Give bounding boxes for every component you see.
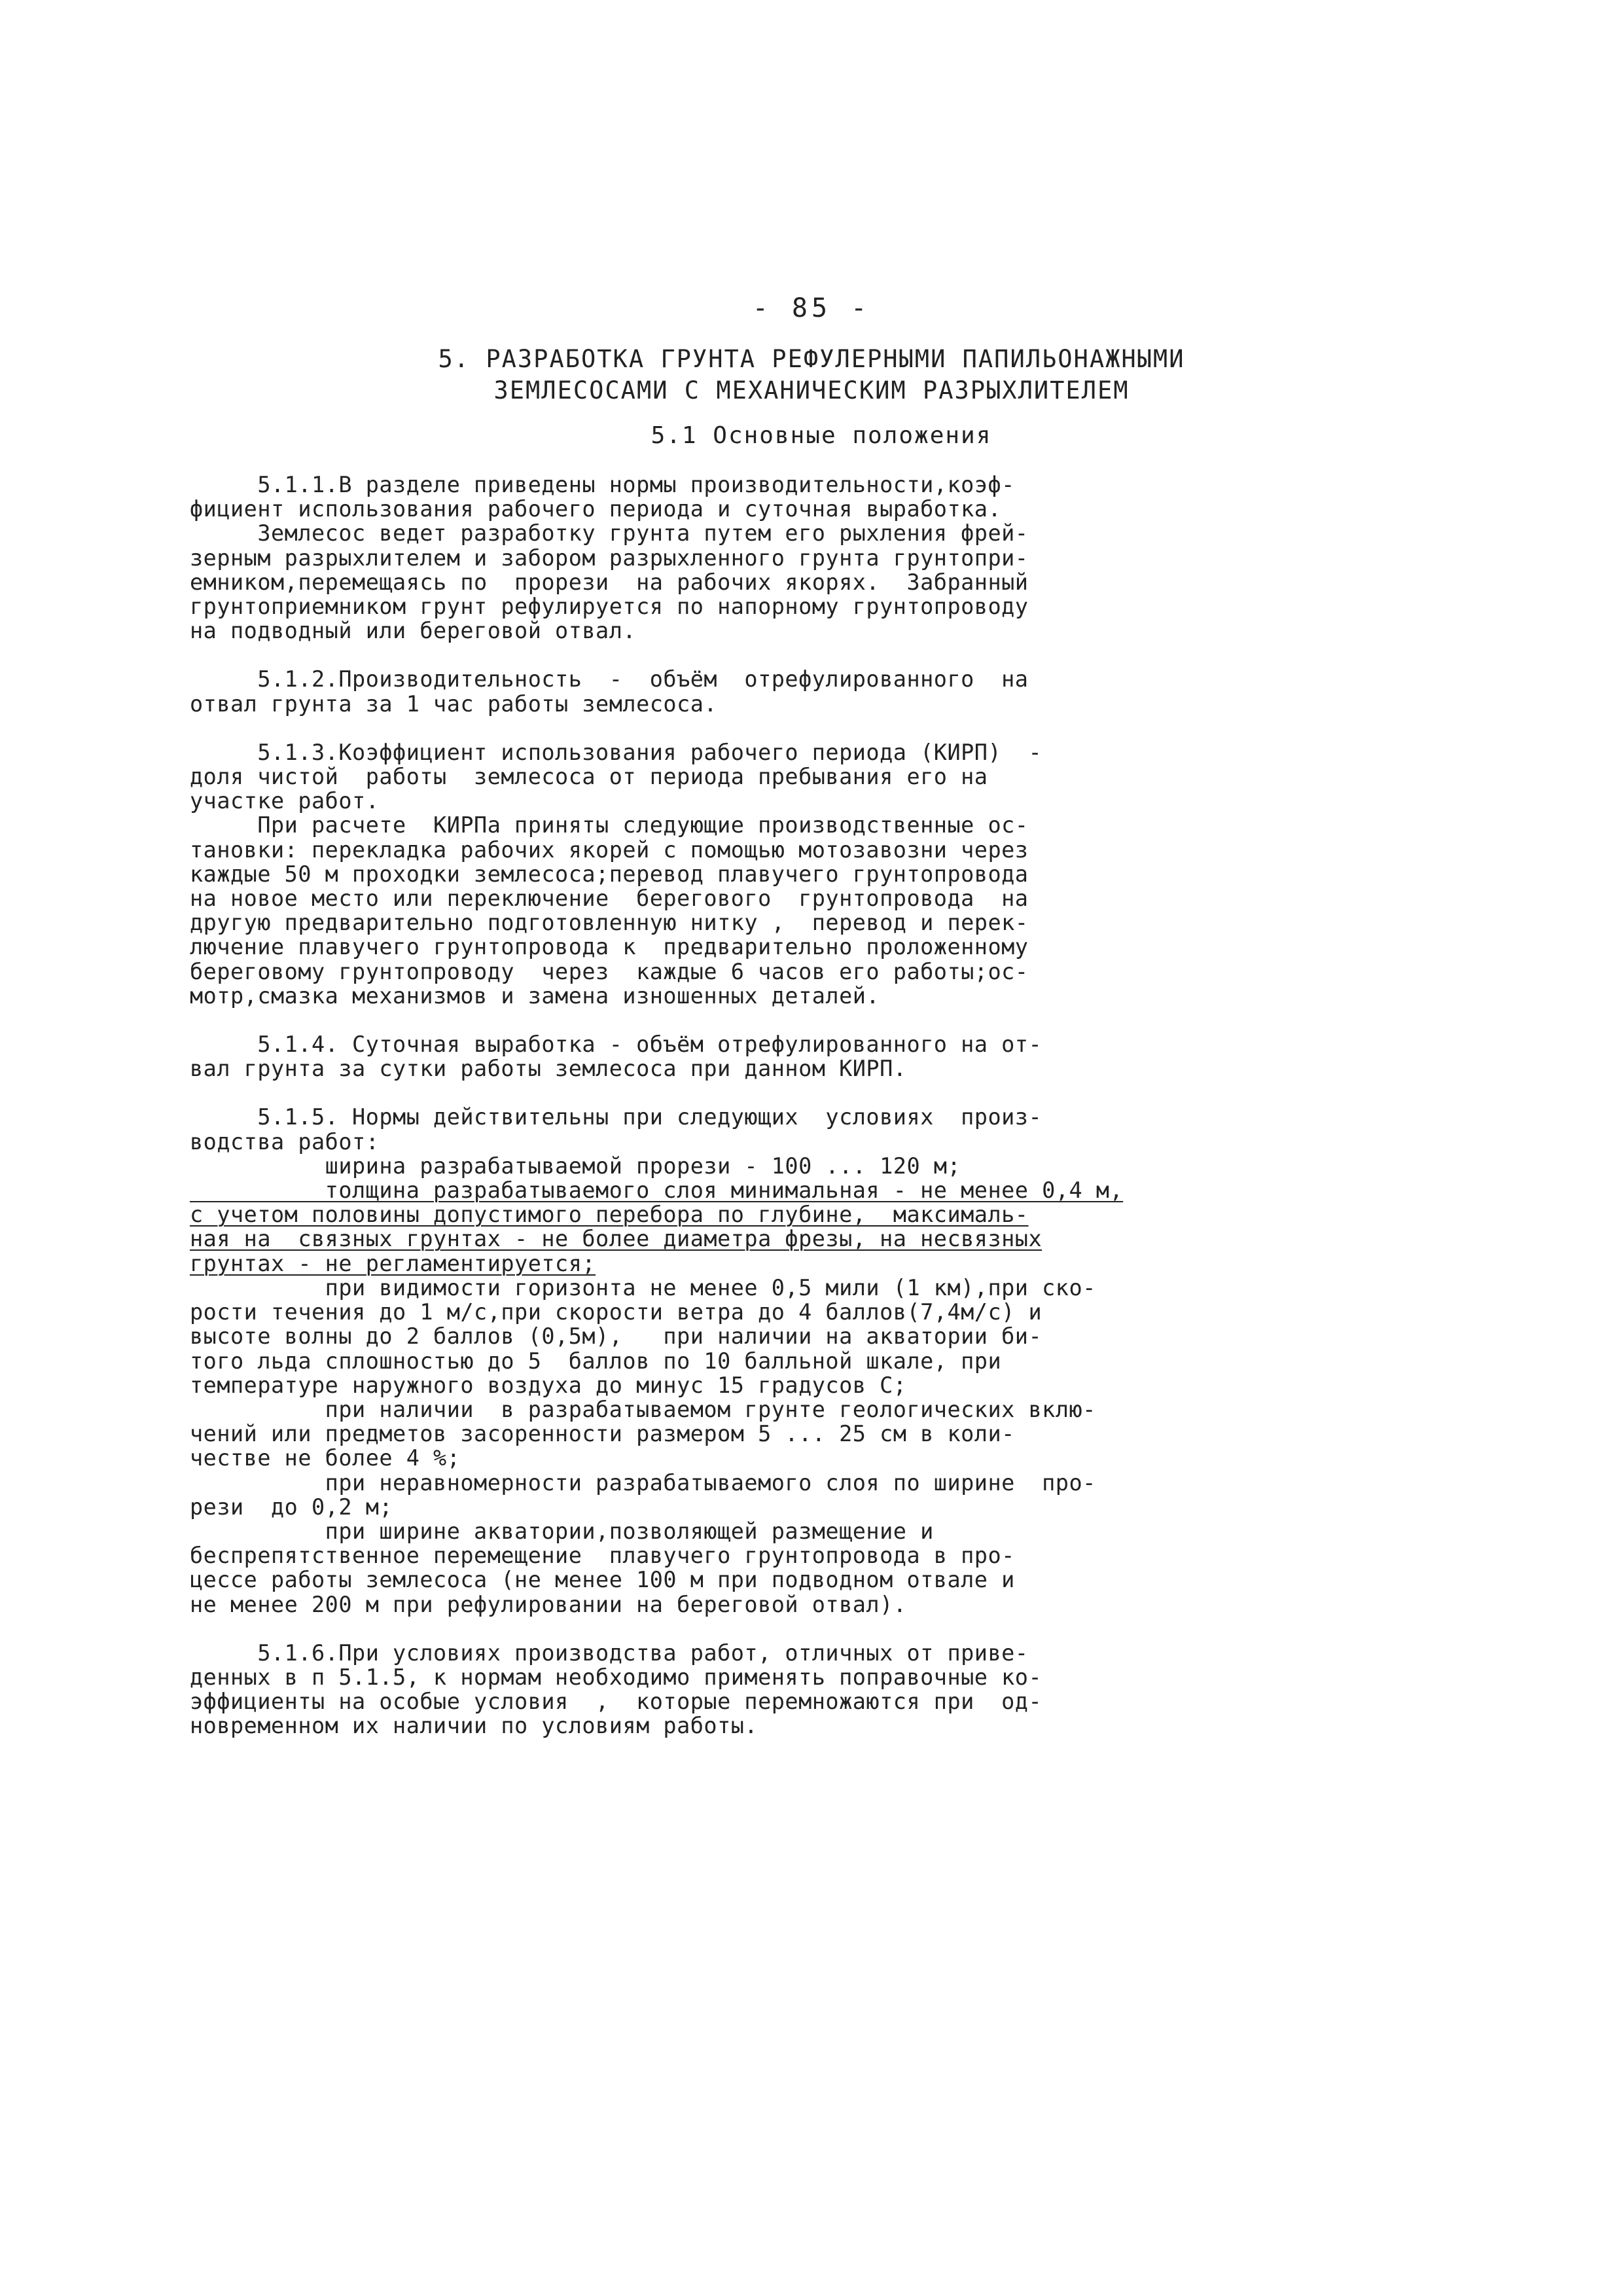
text-line: фициент использования рабочего периода и суточная выработка.: [190, 496, 1002, 522]
paragraph-5-1-5-underlined: [190, 1178, 1355, 1276]
text-line: участке работ.: [190, 788, 380, 814]
paragraph-5-1-5-conditions: [190, 1276, 1355, 1617]
text-line: вал грунта за сутки работы землесоса при данном КИРП.: [190, 1056, 907, 1082]
text-line: 5.1.4. Суточная выработка - объём отрефулированного на от-: [190, 1031, 1043, 1058]
text-line: емником,перемещаясь по прорези на рабочих якорях. Забранный: [190, 569, 1029, 595]
text-line: толщина разрабатываемого слоя минимальная - не менее 0,4 м,: [190, 1177, 1124, 1204]
text-line: водства работ:: [190, 1128, 380, 1155]
text-line: на новое место или переключение берегового грунтопровода на: [190, 886, 1029, 912]
text-line: на подводный или береговой отвал.: [190, 618, 637, 644]
text-line: 5.1.6.При условиях производства работ, отличных от приве-: [190, 1640, 1029, 1666]
text-line: температуре наружного воздуха до минус 15 градусов С;: [190, 1372, 907, 1398]
text-line: 5.1.1.В разделе приведены нормы производительности,коэф-: [190, 472, 1015, 497]
text-line: рости течения до 1 м/с,при скорости ветра до 4 баллов(7,4м/с) и: [190, 1299, 1043, 1325]
text-line: зерным разрыхлителем и забором разрыхленного грунта грунтопри-: [190, 545, 1029, 571]
text-line: береговому грунтопроводу через каждые 6 часов его работы;ос-: [190, 958, 1029, 984]
text-line: при видимости горизонта не менее 0,5 мили (1 км),при ско-: [190, 1274, 1096, 1300]
text-line: 5.1.5. Нормы действительны при следующих условиях произ-: [190, 1104, 1043, 1130]
text-line: Землесос ведет разработку грунта путем его рыхления фрей-: [190, 520, 1029, 547]
text-line: не менее 200 м при рефулировании на береговой отвал).: [190, 1591, 907, 1617]
text-line: грунтоприемником грунт рефулируется по напорному грунтопроводу: [190, 594, 1029, 620]
text-line: 5.1.2.Производительность - объём отрефулированного на: [190, 666, 1029, 692]
text-line: 5.1.3.Коэффициент использования рабочего периода (КИРП) -: [190, 739, 1043, 765]
page-number: - 85 -: [752, 293, 871, 323]
text-line: честве не более 4 %;: [190, 1445, 461, 1471]
text-line: грунтах - не регламентируется;: [190, 1250, 596, 1276]
text-line: лючение плавучего грунтопровода к предварительно проложенному: [190, 934, 1029, 960]
text-line: новременном их наличии по условиям работы.: [190, 1713, 758, 1739]
paragraph-5-1-3: [190, 740, 1355, 1008]
section-title-line-1: 5. РАЗРАБОТКА ГРУНТА РЕФУЛЕРНЫМИ ПАПИЛЬОНАЖНЫМИ: [438, 345, 1185, 373]
text-line: при ширине акватории,позволяющей размещение и: [190, 1518, 934, 1544]
text-line: каждые 50 м проходки землесоса;перевод плавучего грунтопровода: [190, 861, 1029, 887]
text-line: другую предварительно подготовленную нитку , перевод и перек-: [190, 910, 1029, 936]
section-title: [0, 344, 1623, 406]
text-line: При расчете КИРПа приняты следующие производственные ос-: [190, 812, 1029, 838]
text-line: мотр,смазка механизмов и замена изношенных деталей.: [190, 982, 880, 1009]
text-line: с учетом половины допустимого перебора по глубине, максималь-: [190, 1202, 1029, 1228]
text-line: цессе работы землесоса (не менее 100 м при подводном отвале и: [190, 1567, 1015, 1593]
paragraph-5-1-5-head: [190, 1105, 1355, 1178]
text-line: эффициенты на особые условия , которые перемножаются при од-: [190, 1689, 1043, 1715]
text-line: доля чистой работы землесоса от периода пребывания его на: [190, 764, 988, 790]
paragraph-5-1-5: [190, 1105, 1355, 1616]
text-line: отвал грунта за 1 час работы землесоса.: [190, 691, 718, 717]
text-line: денных в п 5.1.5, к нормам необходимо применять поправочные ко-: [190, 1664, 1043, 1690]
text-line: при неравномерности разрабатываемого слоя по ширине про-: [190, 1469, 1096, 1496]
paragraph-5-1-4: [190, 1032, 1355, 1081]
subsection-title: 5.1 Основные положения: [651, 422, 992, 449]
text-line: того льда сплошностью до 5 баллов по 10 балльной шкале, при: [190, 1348, 1002, 1374]
text-line: при наличии в разрабатываемом грунте геологических вклю-: [190, 1396, 1096, 1422]
text-line: чений или предметов засоренности размером 5 ... 25 см в коли-: [190, 1421, 1015, 1447]
text-line: рези до 0,2 м;: [190, 1494, 393, 1520]
text-line: тановки: перекладка рабочих якорей с помощью мотозавозни через: [190, 836, 1029, 863]
text-line: ширина разрабатываемой прорези - 100 ... 120 м;: [190, 1153, 961, 1179]
text-line: беспрепятственное перемещение плавучего грунтопровода в про-: [190, 1543, 1015, 1569]
paragraph-5-1-6: [190, 1641, 1355, 1738]
body-text: [190, 473, 1355, 1738]
paragraph-5-1-2: [190, 667, 1355, 715]
paragraph-5-1-1: [190, 473, 1355, 643]
text-line: высоте волны до 2 баллов (0,5м), при наличии на акватории би-: [190, 1323, 1043, 1350]
section-title-line-2: ЗЕМЛЕСОСАМИ С МЕХАНИЧЕСКИМ РАЗРЫХЛИТЕЛЕМ: [493, 376, 1130, 404]
text-line: ная на связных грунтах - не более диаметра фрезы, на несвязных: [190, 1226, 1043, 1252]
